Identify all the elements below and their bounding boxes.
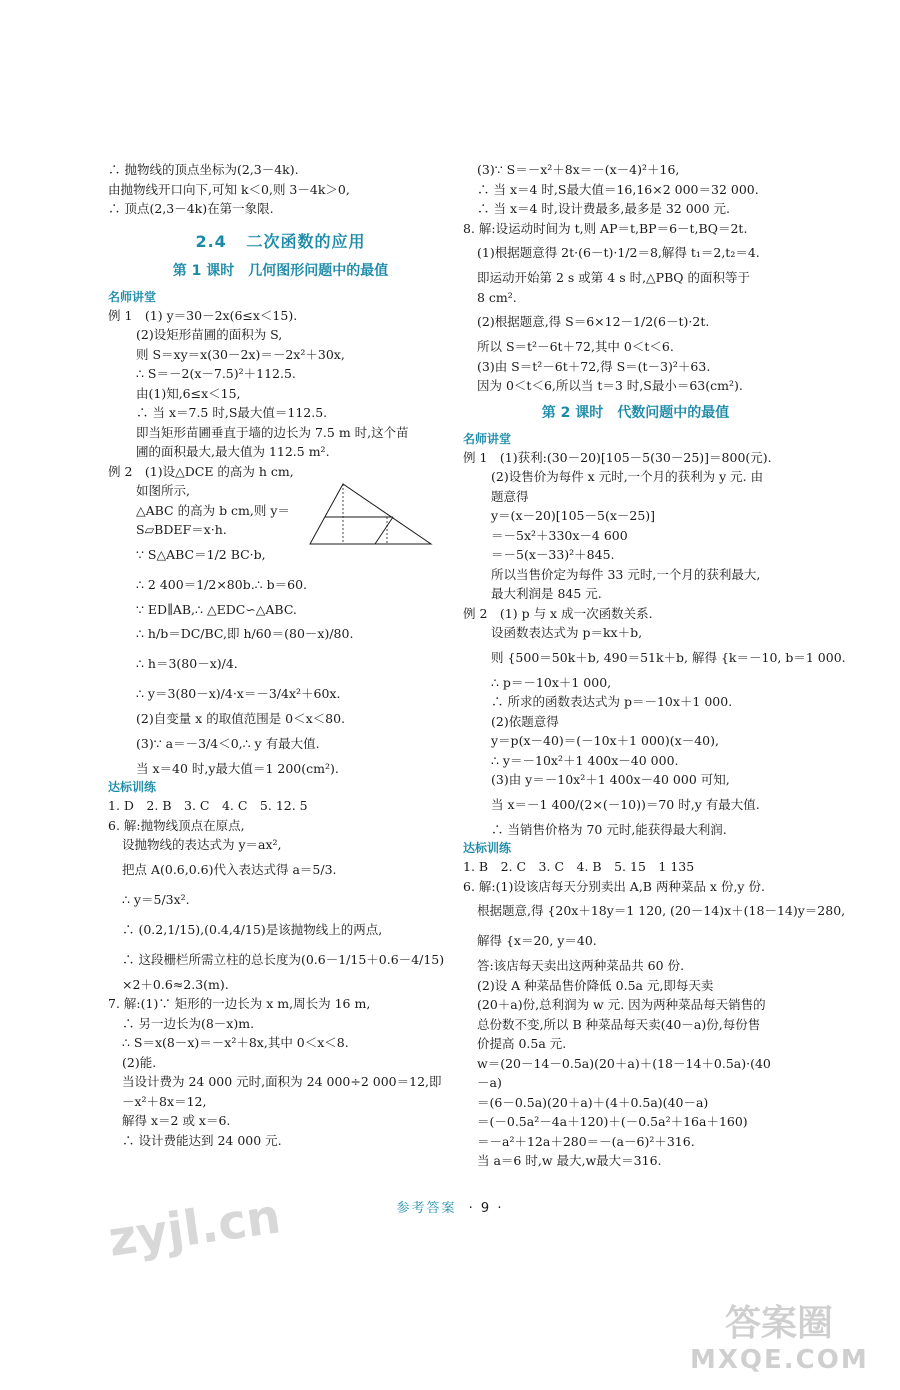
training-label-2: 达标训练 <box>463 841 512 855</box>
q7-line: ∴ 设计费能达到 24 000 元. <box>122 1132 282 1148</box>
l2-example2-line: 例 2 (1) p 与 x 成一次函数关系. <box>463 605 653 621</box>
right-top-line: (3)∵ S＝－x²＋8x＝－(x－4)²＋16, <box>477 162 680 177</box>
q7-line: －x²＋8x＝12, <box>122 1093 207 1109</box>
example1-line: 则 S＝xy＝x(30－2x)＝－2x²＋30x, <box>136 346 345 362</box>
example1-line: 例 1 (1) y＝30－2x(6≤x＜15). <box>108 307 298 323</box>
left-column <box>108 160 453 1150</box>
l2-q6-line: 总份数不变,所以 B 种菜品每天卖(40－a)份,每份售 <box>477 1016 761 1032</box>
watermark-logo: 答案圈 <box>725 1303 834 1344</box>
example2-line: ∵ ED∥AB,∴ △EDC∽△ABC. <box>136 601 297 617</box>
l2-q6-line: 解得 {x＝20, y＝40. <box>477 933 597 948</box>
l2-example1-line: y＝(x－20)[105－5(x－25)] <box>491 508 656 523</box>
l2-example2-line: 则 {500＝50k＋b, 490＝51k＋b, 解得 {k＝－10, b＝1 000. <box>491 649 846 665</box>
l2-example2-line: 设函数表达式为 p＝kx＋b, <box>491 625 643 640</box>
example1-line: ∴ 当 x＝7.5 时,S最大值＝112.5. <box>136 405 328 420</box>
triangle-figure <box>305 478 435 553</box>
example2-line: △ABC 的高为 b cm,则 y＝ <box>136 502 290 518</box>
watermark-mxqe: MXQE.COM <box>690 1345 869 1375</box>
q8-line: (1)根据题意得 2t·(6－t)·1/2＝8,解得 t₁＝2,t₂＝4. <box>477 245 760 260</box>
example2-line: ∴ h/b＝DC/BC,即 h/60＝(80－x)/80. <box>136 626 354 641</box>
q7-line: 当设计费为 24 000 元时,面积为 24 000÷2 000＝12,即 <box>122 1074 442 1089</box>
lesson1-title: 第 1 课时 几何图形问题中的最值 <box>172 262 389 279</box>
q6-line: ∴ y＝5/3x². <box>122 891 190 907</box>
example2-line: ∵ S△ABC＝1/2 BC·b, <box>136 546 266 562</box>
l2-example1-line: ＝－5x²＋330x－4 600 <box>491 527 628 543</box>
right-column <box>463 160 846 1171</box>
q6-line: 6. 解:抛物线顶点在原点, <box>108 817 245 833</box>
l2-example2-line: ∴ p＝－10x＋1 000, <box>491 674 612 690</box>
intro-line: ∴ 抛物线的顶点坐标为(2,3－4k). <box>108 162 299 177</box>
example2-line: ∴ 2 400＝1/2×80b.∴ b＝60. <box>136 576 307 592</box>
l2-example2-line: 当 x＝－1 400/(2×(－10))＝70 时,y 有最大值. <box>491 796 760 812</box>
q7-line: 7. 解:(1)∵ 矩形的一边长为 x m,周长为 16 m, <box>108 996 371 1011</box>
q8-line: 即运动开始第 2 s 或第 4 s 时,△PBQ 的面积等于 <box>477 270 750 285</box>
l2-example1-line: (2)设售价为每件 x 元时,一个月的获利为 y 元. 由 <box>491 469 764 484</box>
example2-line: 例 2 (1)设△DCE 的高为 h cm, <box>108 463 294 479</box>
l2-q6-line: (2)设 A 种菜品售价降低 0.5a 元,即每天卖 <box>477 977 714 993</box>
example2-line: (3)∵ a＝－3/4＜0,∴ y 有最大值. <box>136 735 320 751</box>
answers-line: 1. D 2. B 3. C 4. C 5. 12. 5 <box>108 798 308 813</box>
page-number: · 9 · <box>468 1201 504 1216</box>
teacher-label: 名师讲堂 <box>108 289 157 304</box>
q6-line: ∴ 这段栅栏所需立柱的总长度为(0.6－1/15＋0.6－4/15) <box>122 951 445 967</box>
example2-line: S▱BDEF＝x·h. <box>136 522 227 537</box>
section-title <box>108 229 453 252</box>
q8-line: (2)根据题意,得 S＝6×12－1/2(6－t)·2t. <box>477 314 710 329</box>
intro-line: ∴ 顶点(2,3－4k)在第一象限. <box>108 201 274 216</box>
watermark-zyjl: zyjl.cn <box>104 1188 285 1268</box>
right-top-line: ∴ 当 x＝4 时,设计费最多,最多是 32 000 元. <box>477 201 731 216</box>
example1-line: 即当矩形苗圃垂直于墙的边长为 7.5 m 时,这个苗 <box>136 424 409 440</box>
q7-line: ∴ 另一边长为(8－x)m. <box>122 1015 255 1031</box>
l2-q6-line: 价提高 0.5a 元. <box>477 1036 567 1051</box>
q8-line: (3)由 S＝t²－6t＋72,得 S＝(t－3)²＋63. <box>477 358 711 374</box>
example2-line: (2)自变量 x 的取值范围是 0＜x＜80. <box>136 711 346 726</box>
q8-line: 8. 解:设运动时间为 t,则 AP＝t,BP＝6－t,BQ＝2t. <box>463 220 748 236</box>
footer-label: 参考答案 <box>396 1201 457 1216</box>
example2-line: 如图所示, <box>136 483 190 498</box>
training-label: 达标训练 <box>108 780 157 794</box>
l2-example1-line: 所以当售价定为每件 33 元时,一个月的获利最大, <box>491 566 761 582</box>
l2-q6-line: 当 a＝6 时,w 最大,w最大＝316. <box>477 1153 662 1168</box>
l2-q6-line: 答:该店每天卖出这两种菜品共 60 份. <box>477 958 685 973</box>
l2-q6-line: 6. 解:(1)设该店每天分别卖出 A,B 两种菜品 x 份,y 份. <box>463 878 765 894</box>
intro-line: 由抛物线开口向下,可知 k＜0,则 3－4k＞0, <box>108 181 350 197</box>
q7-line: 解得 x＝2 或 x＝6. <box>122 1113 231 1128</box>
example2-line: 当 x＝40 时,y最大值＝1 200(cm²). <box>136 760 339 776</box>
q8-line: 所以 S＝t²－6t＋72,其中 0＜t＜6. <box>477 339 674 354</box>
q7-line: ∴ S＝x(8－x)＝－x²＋8x,其中 0＜x＜8. <box>122 1035 349 1050</box>
l2-q6-line: 根据题意,得 {20x＋18y＝1 120, (20－14)x＋(18－14)y＝280, <box>477 903 846 918</box>
section-number: 2.4 <box>195 231 227 251</box>
q8-line: 8 cm². <box>477 289 517 305</box>
q6-line: 设抛物线的表达式为 y＝ax², <box>122 837 282 852</box>
l2-example2-line: (3)由 y＝－10x²＋1 400x－40 000 可知, <box>491 772 730 787</box>
l2-q6-line: ＝－a²＋12a＋280＝－(a－6)²＋316. <box>477 1133 695 1149</box>
l2-q6-line: ＝(－0.5a²－4a＋120)＋(－0.5a²＋16a＋160) <box>477 1114 748 1129</box>
l2-example2-line: y＝p(x－40)＝(－10x＋1 000)(x－40), <box>491 733 719 748</box>
right-top-line: ∴ 当 x＝4 时,S最大值＝16,16×2 000＝32 000. <box>477 181 759 197</box>
q8-line: 因为 0＜t＜6,所以当 t＝3 时,S最小＝63(cm²). <box>477 378 743 393</box>
l2-q6-line: w＝(20－14－0.5a)(20＋a)＋(18－14＋0.5a)·(40 <box>477 1055 771 1071</box>
q6-line: ∴ (0.2,1/15),(0.4,4/15)是该抛物线上的两点, <box>122 921 383 937</box>
l2-example1-line: 题意得 <box>491 488 529 504</box>
q6-line: ×2＋0.6≈2.3(m). <box>122 976 229 992</box>
example1-line: (2)设矩形苗圃的面积为 S, <box>136 327 283 342</box>
l2-q6-line: (20＋a)份,总利润为 w 元. 因为两种菜品每天销售的 <box>477 997 766 1012</box>
example1-line: 由(1)知,6≤x＜15, <box>136 385 241 401</box>
l2-example1-line: 例 1 (1)获利:(30－20)[105－5(30－25)]＝800(元). <box>463 449 772 465</box>
l2-q6-line: －a) <box>477 1075 502 1090</box>
l2-example2-line: ∴ y＝－10x²＋1 400x－40 000. <box>491 752 679 768</box>
l2-example2-line: (2)依题意得 <box>491 713 559 729</box>
example1-line: 圃的面积最大,最大值为 112.5 m². <box>136 444 330 459</box>
l2-example2-line: ∴ 当销售价格为 70 元时,能获得最大利润. <box>491 821 727 837</box>
answers-line-2: 1. B 2. C 3. C 4. B 5. 15 1 135 <box>463 859 695 874</box>
example2-line: ∴ h＝3(80－x)/4. <box>136 656 238 671</box>
section-name: 二次函数的应用 <box>246 231 366 251</box>
l2-example1-line: ＝－5(x－33)²＋845. <box>491 547 615 562</box>
teacher-label-2: 名师讲堂 <box>463 431 512 446</box>
lesson2-title: 第 2 课时 代数问题中的最值 <box>541 404 730 421</box>
example2-line: ∴ y＝3(80－x)/4·x＝－3/4x²＋60x. <box>136 686 341 701</box>
l2-q6-line: ＝(6－0.5a)(20＋a)＋(4＋0.5a)(40－a) <box>477 1094 709 1110</box>
l2-example2-line: ∴ 所求的函数表达式为 p＝－10x＋1 000. <box>491 694 733 709</box>
q7-line: (2)能. <box>122 1054 157 1070</box>
example1-line: ∴ S＝－2(x－7.5)²＋112.5. <box>136 366 296 381</box>
q6-line: 把点 A(0.6,0.6)代入表达式得 a＝5/3. <box>122 861 337 877</box>
l2-example1-line: 最大利润是 845 元. <box>491 586 602 601</box>
